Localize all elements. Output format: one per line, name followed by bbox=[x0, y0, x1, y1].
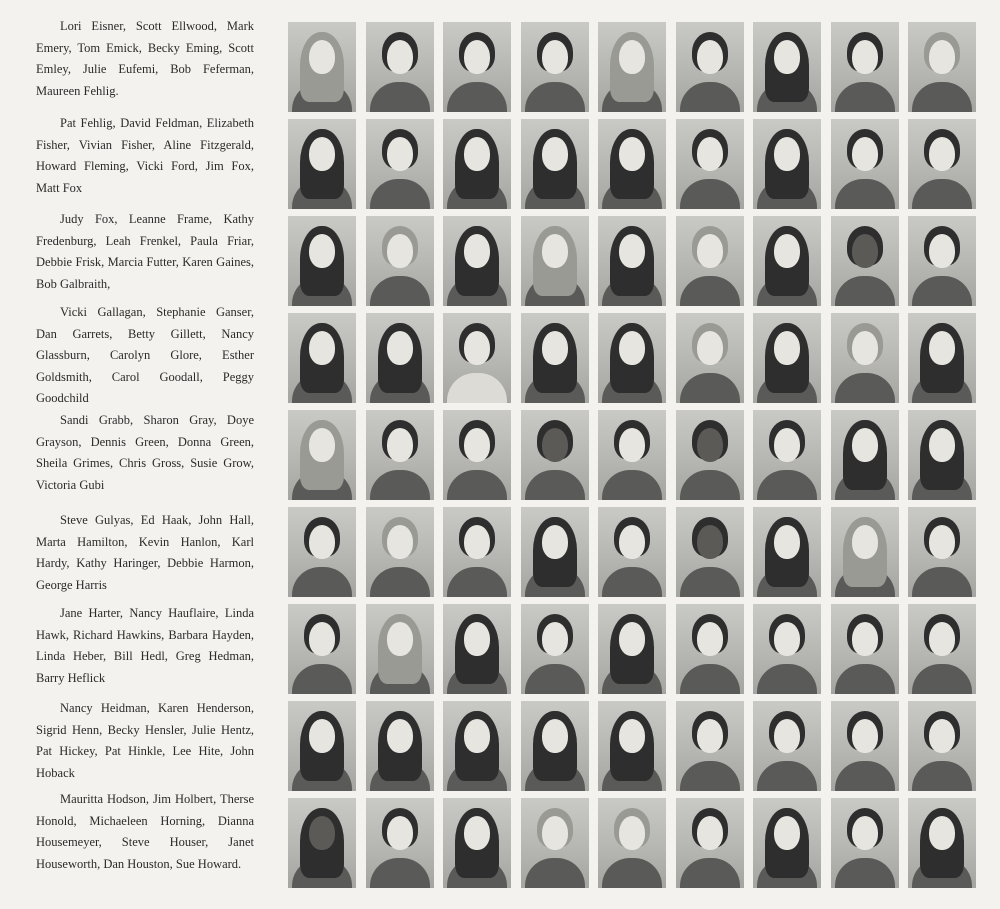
portrait-body bbox=[912, 664, 972, 694]
portrait-body bbox=[912, 567, 972, 597]
portrait-face bbox=[697, 234, 723, 268]
portrait-photo bbox=[366, 119, 434, 209]
portrait-photo bbox=[288, 507, 356, 597]
portrait-photo bbox=[676, 507, 744, 597]
portrait-face bbox=[619, 137, 645, 171]
portrait-photo bbox=[288, 798, 356, 888]
portrait-body bbox=[680, 82, 740, 112]
portrait-face bbox=[464, 719, 490, 753]
portrait-face bbox=[852, 816, 878, 850]
portrait-photo bbox=[831, 507, 899, 597]
portrait-face bbox=[929, 40, 955, 74]
portrait-photo bbox=[753, 216, 821, 306]
portrait-face bbox=[852, 428, 878, 462]
portrait-face bbox=[542, 331, 568, 365]
portrait-photo bbox=[288, 22, 356, 112]
caption-row-2: Pat Fehlig, David Feldman, Elizabeth Fisher, Vivian Fisher, Aline Fitzgerald, Howard Fleming, Vicki Ford, Jim Fox, Matt Fox bbox=[36, 116, 254, 195]
portrait-photo bbox=[753, 701, 821, 791]
portrait-photo bbox=[676, 701, 744, 791]
portrait-body bbox=[370, 276, 430, 306]
portrait-face bbox=[852, 331, 878, 365]
portrait-face bbox=[697, 719, 723, 753]
portrait-face bbox=[309, 234, 335, 268]
portrait-body bbox=[602, 567, 662, 597]
portrait-photo bbox=[753, 604, 821, 694]
caption-row-1: Lori Eisner, Scott Ellwood, Mark Emery, Tom Emick, Becky Eming, Scott Emley, Julie Eufemi, Bob Feferman, Maureen Fehlig. bbox=[36, 19, 254, 98]
portrait-photo bbox=[443, 798, 511, 888]
portrait-photo bbox=[831, 22, 899, 112]
portrait-face bbox=[697, 40, 723, 74]
portrait-photo bbox=[831, 313, 899, 403]
portrait-face bbox=[542, 40, 568, 74]
portrait-photo bbox=[598, 313, 666, 403]
portrait-photo bbox=[598, 507, 666, 597]
portrait-photo bbox=[676, 798, 744, 888]
portrait-body bbox=[525, 664, 585, 694]
portrait-photo bbox=[288, 410, 356, 500]
portrait-body bbox=[835, 179, 895, 209]
portrait-face bbox=[464, 40, 490, 74]
portrait-face bbox=[387, 40, 413, 74]
portrait-face bbox=[387, 525, 413, 559]
portrait-photo bbox=[676, 604, 744, 694]
portrait-face bbox=[697, 622, 723, 656]
portrait-body bbox=[835, 858, 895, 888]
portrait-body bbox=[835, 664, 895, 694]
portrait-photo bbox=[288, 701, 356, 791]
portrait-face bbox=[929, 428, 955, 462]
portrait-body bbox=[370, 567, 430, 597]
portrait-face bbox=[309, 816, 335, 850]
portrait-photo bbox=[443, 410, 511, 500]
portrait-face bbox=[774, 331, 800, 365]
portrait-photo bbox=[908, 507, 976, 597]
portrait-photo bbox=[288, 119, 356, 209]
portrait-face bbox=[309, 331, 335, 365]
portrait-face bbox=[542, 137, 568, 171]
portrait-photo bbox=[443, 604, 511, 694]
portrait-face bbox=[697, 428, 723, 462]
portrait-photo bbox=[521, 507, 589, 597]
portrait-body bbox=[370, 858, 430, 888]
portrait-body bbox=[835, 373, 895, 403]
portrait-face bbox=[929, 331, 955, 365]
portrait-body bbox=[447, 567, 507, 597]
portrait-face bbox=[929, 137, 955, 171]
caption-row-3: Judy Fox, Leanne Frame, Kathy Fredenburg, Leah Frenkel, Paula Friar, Debbie Frisk, Marcia Futter, Karen Gaines, Bob Galbraith, bbox=[36, 212, 254, 291]
portrait-photo bbox=[366, 410, 434, 500]
portrait-face bbox=[542, 719, 568, 753]
portrait-photo bbox=[366, 216, 434, 306]
portrait-photo bbox=[521, 701, 589, 791]
portrait-body bbox=[912, 276, 972, 306]
portrait-photo bbox=[753, 798, 821, 888]
portrait-body bbox=[680, 276, 740, 306]
portrait-face bbox=[697, 816, 723, 850]
portrait-face bbox=[929, 234, 955, 268]
portrait-face bbox=[464, 816, 490, 850]
portrait-face bbox=[309, 428, 335, 462]
portrait-body bbox=[680, 567, 740, 597]
portrait-face bbox=[697, 525, 723, 559]
portrait-face bbox=[309, 622, 335, 656]
portrait-face bbox=[464, 137, 490, 171]
caption-row-7: Jane Harter, Nancy Hauflaire, Linda Hawk, Richard Hawkins, Barbara Hayden, Linda Heber, Bill Hedl, Greg Hedman, Barry Heflick bbox=[36, 606, 254, 685]
portrait-photo bbox=[288, 604, 356, 694]
portrait-photo bbox=[908, 313, 976, 403]
portrait-face bbox=[387, 137, 413, 171]
portrait-photo bbox=[753, 507, 821, 597]
portrait-photo bbox=[676, 410, 744, 500]
portrait-face bbox=[619, 40, 645, 74]
caption-row-5: Sandi Grabb, Sharon Gray, Doye Grayson, Dennis Green, Donna Green, Sheila Grimes, Chris Gross, Susie Grow, Victoria Gubi bbox=[36, 413, 254, 492]
portrait-body bbox=[680, 761, 740, 791]
caption-row-4: Vicki Gallagan, Stephanie Ganser, Dan Garrets, Betty Gillett, Nancy Glassburn, Carolyn Glore, Esther Goldsmith, Carol Goodall, Peggy Goodchild bbox=[36, 305, 254, 405]
portrait-body bbox=[447, 373, 507, 403]
portrait-body bbox=[602, 858, 662, 888]
portrait-face bbox=[387, 622, 413, 656]
portrait-photo bbox=[598, 22, 666, 112]
caption-column bbox=[0, 0, 280, 909]
portrait-photo bbox=[908, 604, 976, 694]
portrait-photo bbox=[831, 604, 899, 694]
portrait-photo bbox=[288, 216, 356, 306]
portrait-face bbox=[387, 331, 413, 365]
portrait-face bbox=[464, 525, 490, 559]
portrait-body bbox=[370, 179, 430, 209]
portrait-face bbox=[774, 234, 800, 268]
portrait-body bbox=[447, 470, 507, 500]
portrait-body bbox=[912, 82, 972, 112]
portrait-photo bbox=[443, 701, 511, 791]
portrait-face bbox=[387, 816, 413, 850]
portrait-face bbox=[464, 428, 490, 462]
portrait-face bbox=[309, 719, 335, 753]
portrait-face bbox=[464, 622, 490, 656]
portrait-face bbox=[697, 331, 723, 365]
portrait-photo bbox=[366, 604, 434, 694]
portrait-photo bbox=[676, 22, 744, 112]
portrait-photo bbox=[521, 313, 589, 403]
portrait-face bbox=[774, 622, 800, 656]
portrait-face bbox=[774, 525, 800, 559]
portrait-face bbox=[774, 428, 800, 462]
portrait-face bbox=[542, 622, 568, 656]
portrait-face bbox=[619, 428, 645, 462]
portrait-photo bbox=[753, 410, 821, 500]
portrait-body bbox=[680, 858, 740, 888]
portrait-photo bbox=[598, 216, 666, 306]
portrait-face bbox=[852, 234, 878, 268]
portrait-face bbox=[852, 622, 878, 656]
portrait-face bbox=[387, 719, 413, 753]
portrait-face bbox=[929, 622, 955, 656]
portrait-face bbox=[542, 525, 568, 559]
portrait-body bbox=[757, 470, 817, 500]
portrait-body bbox=[912, 179, 972, 209]
portrait-photo bbox=[366, 701, 434, 791]
portrait-photo bbox=[443, 507, 511, 597]
portrait-face bbox=[542, 428, 568, 462]
portrait-photo bbox=[676, 119, 744, 209]
portrait-photo bbox=[676, 313, 744, 403]
portrait-face bbox=[309, 137, 335, 171]
portrait-face bbox=[619, 525, 645, 559]
portrait-face bbox=[619, 719, 645, 753]
portrait-photo bbox=[521, 798, 589, 888]
portrait-photo bbox=[443, 216, 511, 306]
portrait-photo bbox=[676, 216, 744, 306]
portrait-body bbox=[447, 82, 507, 112]
portrait-photo bbox=[443, 313, 511, 403]
portrait-photo bbox=[598, 701, 666, 791]
portrait-face bbox=[387, 234, 413, 268]
portrait-grid bbox=[288, 22, 978, 894]
portrait-photo bbox=[831, 798, 899, 888]
portrait-face bbox=[852, 40, 878, 74]
portrait-photo bbox=[521, 604, 589, 694]
portrait-face bbox=[542, 816, 568, 850]
portrait-body bbox=[525, 82, 585, 112]
portrait-body bbox=[680, 470, 740, 500]
portrait-body bbox=[370, 82, 430, 112]
portrait-photo bbox=[831, 410, 899, 500]
portrait-body bbox=[912, 761, 972, 791]
portrait-photo bbox=[831, 216, 899, 306]
portrait-photo bbox=[831, 701, 899, 791]
caption-row-8: Nancy Heidman, Karen Henderson, Sigrid Henn, Becky Hensler, Julie Hentz, Pat Hickey, Pat Hinkle, Lee Hite, John Hoback bbox=[36, 701, 254, 780]
portrait-face bbox=[309, 525, 335, 559]
caption-row-6: Steve Gulyas, Ed Haak, John Hall, Marta Hamilton, Kevin Hanlon, Karl Hardy, Kathy Haringer, Debbie Harmon, George Harris bbox=[36, 513, 254, 592]
portrait-photo bbox=[908, 410, 976, 500]
portrait-photo bbox=[288, 313, 356, 403]
portrait-face bbox=[464, 234, 490, 268]
caption-row-9: Mauritta Hodson, Jim Holbert, Therse Honold, Michaeleen Horning, Dianna Housemeyer, Steve Houser, Janet Houseworth, Dan Houston, Sue Howard. bbox=[36, 792, 254, 871]
portrait-face bbox=[852, 719, 878, 753]
portrait-face bbox=[852, 525, 878, 559]
portrait-photo bbox=[521, 410, 589, 500]
portrait-body bbox=[525, 858, 585, 888]
portrait-photo bbox=[831, 119, 899, 209]
portrait-body bbox=[292, 664, 352, 694]
portrait-face bbox=[697, 137, 723, 171]
portrait-body bbox=[835, 276, 895, 306]
portrait-face bbox=[542, 234, 568, 268]
portrait-photo bbox=[521, 119, 589, 209]
portrait-photo bbox=[753, 313, 821, 403]
portrait-photo bbox=[908, 216, 976, 306]
portrait-photo bbox=[598, 798, 666, 888]
portrait-body bbox=[680, 179, 740, 209]
portrait-photo bbox=[908, 798, 976, 888]
portrait-face bbox=[619, 816, 645, 850]
portrait-face bbox=[929, 719, 955, 753]
portrait-photo bbox=[908, 701, 976, 791]
portrait-face bbox=[774, 137, 800, 171]
portrait-face bbox=[852, 137, 878, 171]
portrait-face bbox=[774, 40, 800, 74]
portrait-body bbox=[680, 373, 740, 403]
portrait-photo bbox=[521, 216, 589, 306]
portrait-body bbox=[602, 470, 662, 500]
portrait-photo bbox=[598, 410, 666, 500]
portrait-body bbox=[680, 664, 740, 694]
portrait-face bbox=[309, 40, 335, 74]
portrait-body bbox=[835, 82, 895, 112]
portrait-face bbox=[929, 816, 955, 850]
portrait-photo bbox=[366, 798, 434, 888]
portrait-face bbox=[464, 331, 490, 365]
portrait-photo bbox=[908, 22, 976, 112]
portrait-face bbox=[619, 331, 645, 365]
portrait-body bbox=[757, 761, 817, 791]
portrait-body bbox=[292, 567, 352, 597]
portrait-photo bbox=[443, 119, 511, 209]
portrait-face bbox=[929, 525, 955, 559]
portrait-photo bbox=[366, 507, 434, 597]
portrait-face bbox=[774, 816, 800, 850]
portrait-face bbox=[774, 719, 800, 753]
portrait-body bbox=[757, 664, 817, 694]
portrait-body bbox=[835, 761, 895, 791]
portrait-face bbox=[387, 428, 413, 462]
portrait-photo bbox=[521, 22, 589, 112]
portrait-face bbox=[619, 234, 645, 268]
portrait-photo bbox=[366, 22, 434, 112]
portrait-photo bbox=[443, 22, 511, 112]
portrait-photo bbox=[598, 119, 666, 209]
portrait-photo bbox=[753, 22, 821, 112]
portrait-photo bbox=[908, 119, 976, 209]
portrait-photo bbox=[366, 313, 434, 403]
portrait-photo bbox=[598, 604, 666, 694]
portrait-photo bbox=[753, 119, 821, 209]
portrait-body bbox=[370, 470, 430, 500]
portrait-face bbox=[619, 622, 645, 656]
portrait-body bbox=[525, 470, 585, 500]
